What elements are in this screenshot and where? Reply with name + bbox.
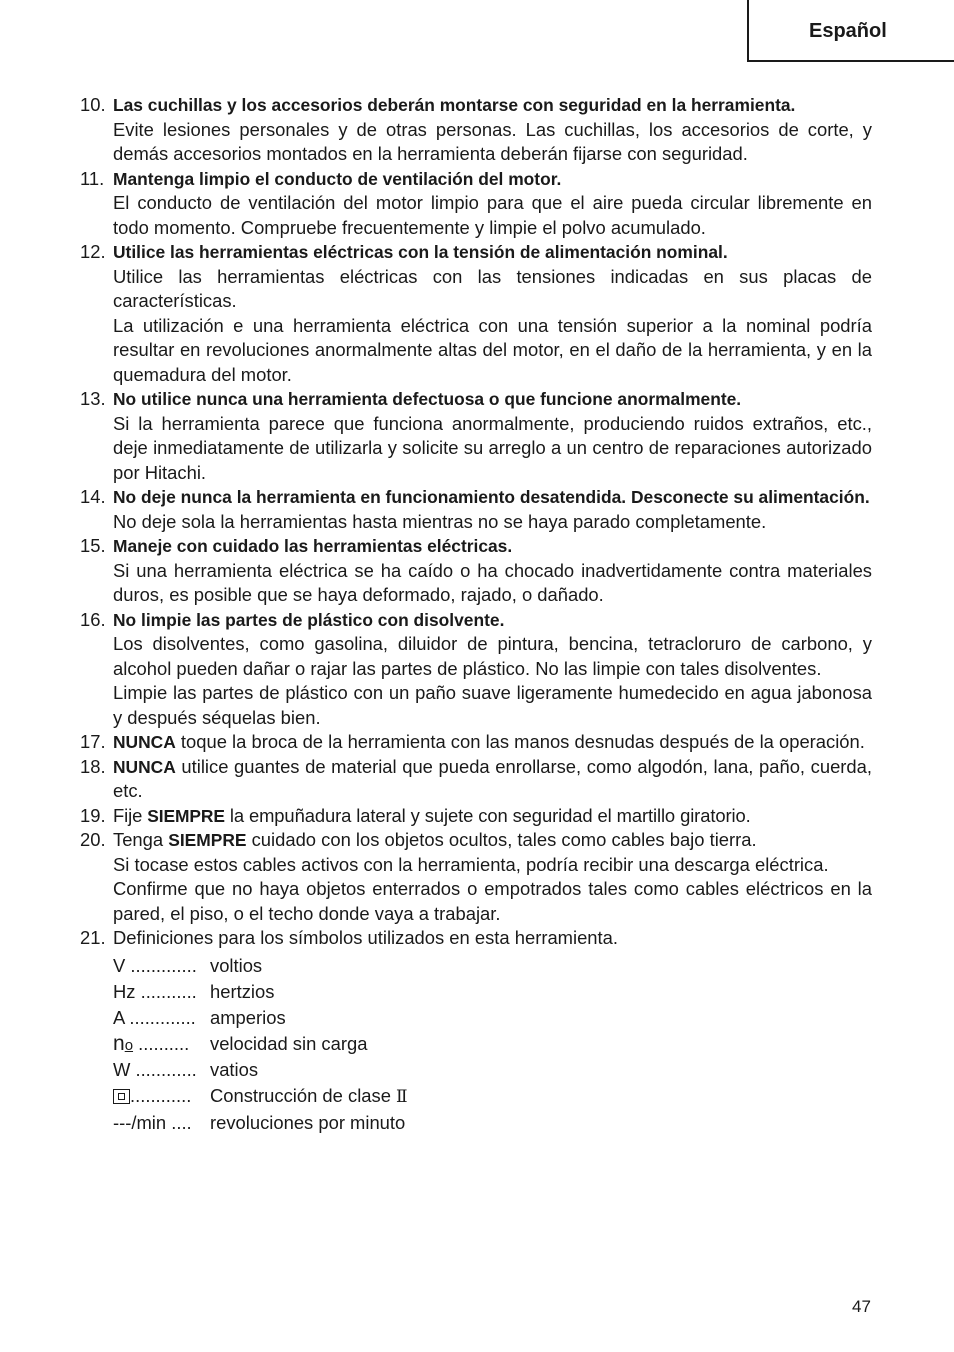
item-text: Limpie las partes de plástico con un paño suave ligeramente humedecido en agua jabonosa y después séquelas bien.	[113, 682, 872, 728]
item-number: 15.	[80, 535, 106, 556]
item-number: 18.	[80, 755, 106, 777]
item-number: 20.	[80, 829, 106, 850]
symbol-key: A .............	[113, 1006, 196, 1028]
item-text: La utilización e una herramienta eléctrica con una tensión superior a la nominal podría resultar en revoluciones anormalmente altas del motor, en el daño de la herramienta, y en la quemadura del motor.	[113, 314, 872, 385]
list-item-11	[80, 167, 872, 241]
symbol-row	[113, 1083, 872, 1109]
list-item-12	[80, 240, 872, 387]
item-heading: No utilice nunca una herramienta defectuosa o que funcione anormalmente.	[113, 389, 742, 409]
emphasis: NUNCA	[113, 732, 176, 752]
symbol-row	[113, 979, 872, 1005]
item-text: Utilice las herramientas eléctricas con las tensiones indicadas en sus placas de características.	[113, 265, 872, 311]
list-item-20	[80, 828, 872, 926]
symbol-row	[113, 1110, 872, 1136]
symbol-row	[113, 953, 872, 979]
item-number: 17.	[80, 731, 106, 752]
symbol-key: W ............	[113, 1059, 197, 1081]
item-number: 19.	[80, 804, 106, 826]
symbol-value: revoluciones por minuto	[210, 1111, 406, 1133]
item-number: 21.	[80, 927, 106, 948]
page-number: 47	[852, 1297, 871, 1316]
symbol-value: hertzios	[210, 980, 275, 1002]
item-heading: Maneje con cuidado las herramientas eléctricas.	[113, 536, 513, 556]
safety-instructions	[80, 93, 872, 1136]
emphasis: SIEMPRE	[147, 805, 225, 826]
symbol-key: ............	[113, 1083, 210, 1109]
item-text: Los disolventes, como gasolina, diluidor de pintura, bencina, tetracloruro de carbono, y alcohol pueden dañar o rajar las partes de plástico. No las limpie con tales disolventes.	[113, 633, 872, 679]
symbol-value: vatios	[210, 1059, 259, 1081]
list-item-19	[80, 804, 872, 829]
symbol-key: V .............	[113, 954, 197, 976]
item-heading: No limpie las partes de plástico con disolvente.	[113, 609, 505, 630]
symbol-value: Construcción de clase Ⅱ	[210, 1085, 408, 1108]
symbol-row	[113, 1057, 872, 1083]
item-number: 12.	[80, 241, 106, 262]
item-number: 16.	[80, 608, 106, 630]
symbol-row	[113, 1031, 872, 1057]
list-item-17	[80, 730, 872, 755]
item-text: Fije SIEMPRE la empuñadura lateral y sujete con seguridad el martillo giratorio.	[113, 804, 751, 826]
item-text: Confirme que no haya objetos enterrados o empotrados tales como cables eléctricos en la pared, el piso, o el techo donde vaya a trabajar.	[113, 878, 872, 924]
item-text: Si la herramienta parece que funciona anormalmente, produciendo ruidos extraños, etc., deje inmediatamente de utilizarla y solicite su arreglo a un centro de reparaciones autorizado por Hitachi.	[113, 412, 872, 483]
list-item-13	[80, 387, 872, 485]
double-insulation-icon	[113, 1089, 130, 1104]
item-heading: Mantenga limpio el conducto de ventilación del motor.	[113, 168, 562, 189]
item-text: Si tocase estos cables activos con la herramienta, podría recibir una descarga eléctrica.	[113, 853, 829, 875]
list-item-21	[80, 926, 872, 1136]
symbol-value: amperios	[210, 1006, 286, 1028]
item-number: 11.	[80, 167, 105, 189]
item-text: Si una herramienta eléctrica se ha caído o ha chocado inadvertidamente contra materiales duros, es posible que se haya deformado, rajado, o dañado.	[113, 559, 872, 605]
item-heading: No deje nunca la herramienta en funcionamiento desatendida. Desconecte su alimentación.	[113, 487, 870, 507]
language-label: Español	[809, 20, 887, 42]
symbol-value: velocidad sin carga	[210, 1033, 368, 1055]
item-number: 10.	[80, 94, 106, 115]
symbol-key: Hz ...........	[113, 980, 197, 1002]
list-item-15	[80, 534, 872, 608]
item-number: 14.	[80, 486, 106, 507]
item-heading: Utilice las herramientas eléctricas con la tensión de alimentación nominal.	[113, 242, 728, 262]
item-text: Definiciones para los símbolos utilizados en esta herramienta.	[113, 927, 618, 948]
item-heading: Las cuchillas y los accesorios deberán montarse con seguridad en la herramienta.	[113, 95, 796, 115]
item-text: NUNCA toque la broca de la herramienta con las manos desnudas después de la operación.	[113, 731, 865, 752]
symbol-key: no ..........	[113, 1032, 190, 1056]
item-text: Evite lesiones personales y de otras personas. Las cuchillas, los accesorios de corte, y demás accesorios montados en la herramienta deberán fijarse con seguridad.	[113, 118, 872, 164]
language-tab	[747, 0, 954, 62]
list-item-16	[80, 608, 872, 731]
item-text: No deje sola la herramientas hasta mientras no se haya parado completamente.	[113, 510, 767, 532]
item-text: El conducto de ventilación del motor limpio para que el aire pueda circular libremente en todo momento. Compruebe frecuentemente y limpie el polvo acumulado.	[113, 192, 872, 238]
item-number: 13.	[80, 388, 106, 409]
item-text: NUNCA utilice guantes de material que pueda enrollarse, como algodón, lana, paño, cuerda, etc.	[113, 755, 872, 801]
symbol-row	[113, 1005, 872, 1031]
symbol-definitions	[113, 953, 872, 1136]
symbol-key: ---/min ....	[113, 1111, 192, 1133]
item-text: Tenga SIEMPRE cuidado con los objetos ocultos, tales como cables bajo tierra.	[113, 829, 757, 850]
class-numeral: Ⅱ	[396, 1087, 408, 1108]
emphasis: NUNCA	[113, 756, 176, 777]
no-load-speed-icon: no	[113, 1032, 134, 1056]
list-item-18	[80, 755, 872, 804]
symbol-value: voltios	[210, 954, 263, 976]
list-item-14	[80, 485, 872, 534]
emphasis: SIEMPRE	[168, 830, 247, 850]
list-item-10	[80, 93, 872, 167]
